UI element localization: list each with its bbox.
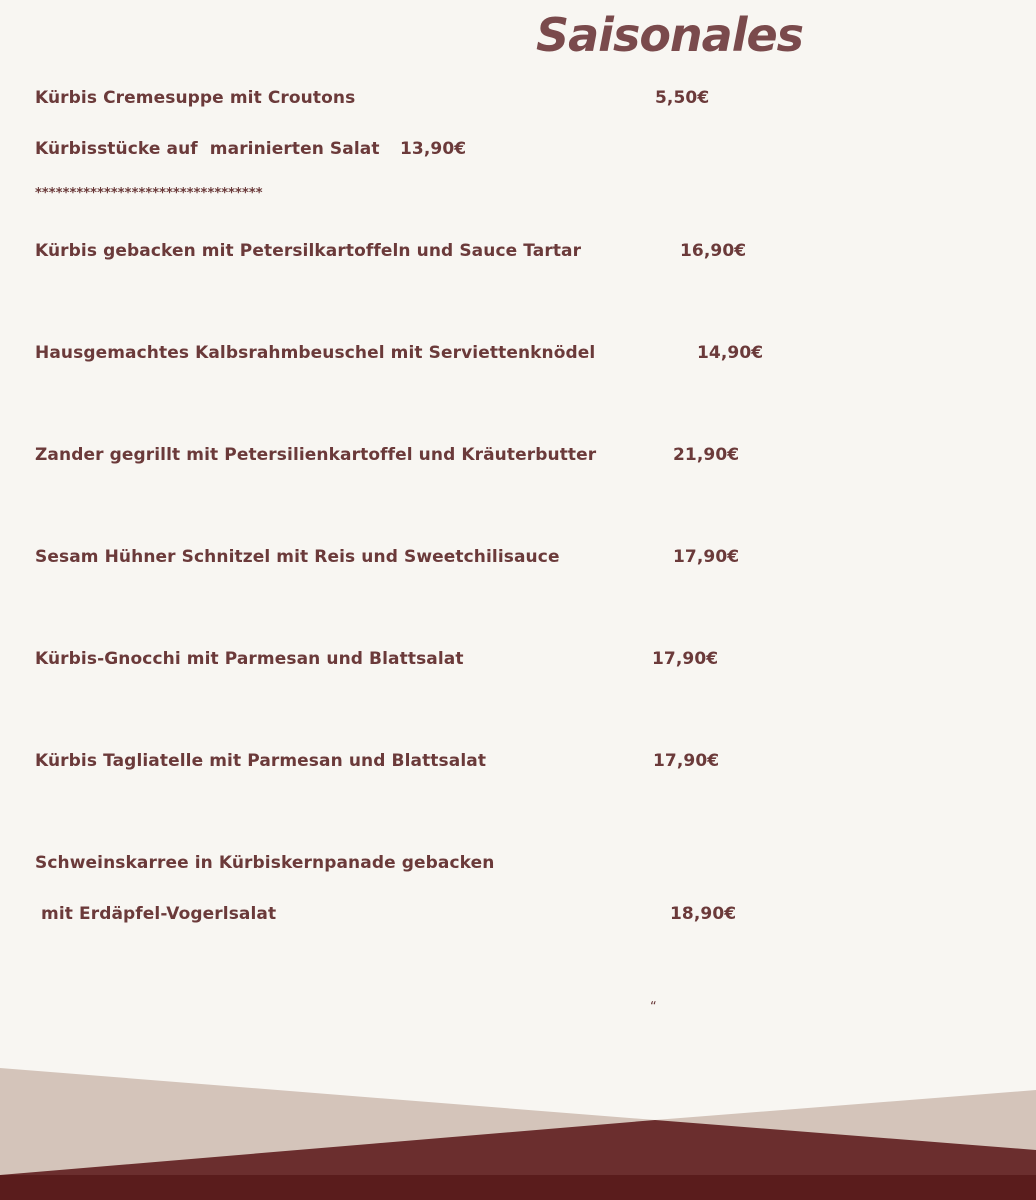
- menu-item-name-continued: mit Erdäpfel-Vogerlsalat: [35, 904, 277, 924]
- menu-item-price: 13,90€: [400, 139, 467, 159]
- menu-item-name: Schweinskarree in Kürbiskernpanade gebacken: [35, 853, 495, 873]
- menu-title: Saisonales: [536, 8, 804, 62]
- stray-quote-mark: “: [650, 1000, 657, 1015]
- separator: *********************************: [35, 186, 263, 201]
- footer-bar: [0, 1175, 1036, 1200]
- menu-item-name: Kürbis Tagliatelle mit Parmesan und Blattsalat: [35, 751, 487, 771]
- menu-item-name: Kürbis gebacken mit Petersilkartoffeln und Sauce Tartar: [35, 241, 582, 261]
- menu-item-name: Kürbisstücke auf marinierten Salat: [35, 139, 380, 159]
- menu-item-name: Kürbis-Gnocchi mit Parmesan und Blattsalat: [35, 649, 464, 669]
- menu-item-price: 14,90€: [697, 343, 764, 363]
- menu-item-name: Hausgemachtes Kalbsrahmbeuschel mit Serviettenknödel: [35, 343, 596, 363]
- menu-item-price: 17,90€: [652, 649, 719, 669]
- menu-item-price: 5,50€: [655, 88, 710, 108]
- menu-item-name: Kürbis Cremesuppe mit Croutons: [35, 88, 356, 108]
- menu-item-price: 18,90€: [670, 904, 737, 924]
- menu-item-price: 17,90€: [673, 547, 740, 567]
- footer-decoration: [0, 1060, 1036, 1200]
- menu-item-name: Sesam Hühner Schnitzel mit Reis und Sweetchilisauce: [35, 547, 560, 567]
- menu-item-price: 16,90€: [680, 241, 747, 261]
- menu-item-name: Zander gegrillt mit Petersilienkartoffel und Kräuterbutter: [35, 445, 597, 465]
- menu-item-price: 17,90€: [653, 751, 720, 771]
- menu-item-price: 21,90€: [673, 445, 740, 465]
